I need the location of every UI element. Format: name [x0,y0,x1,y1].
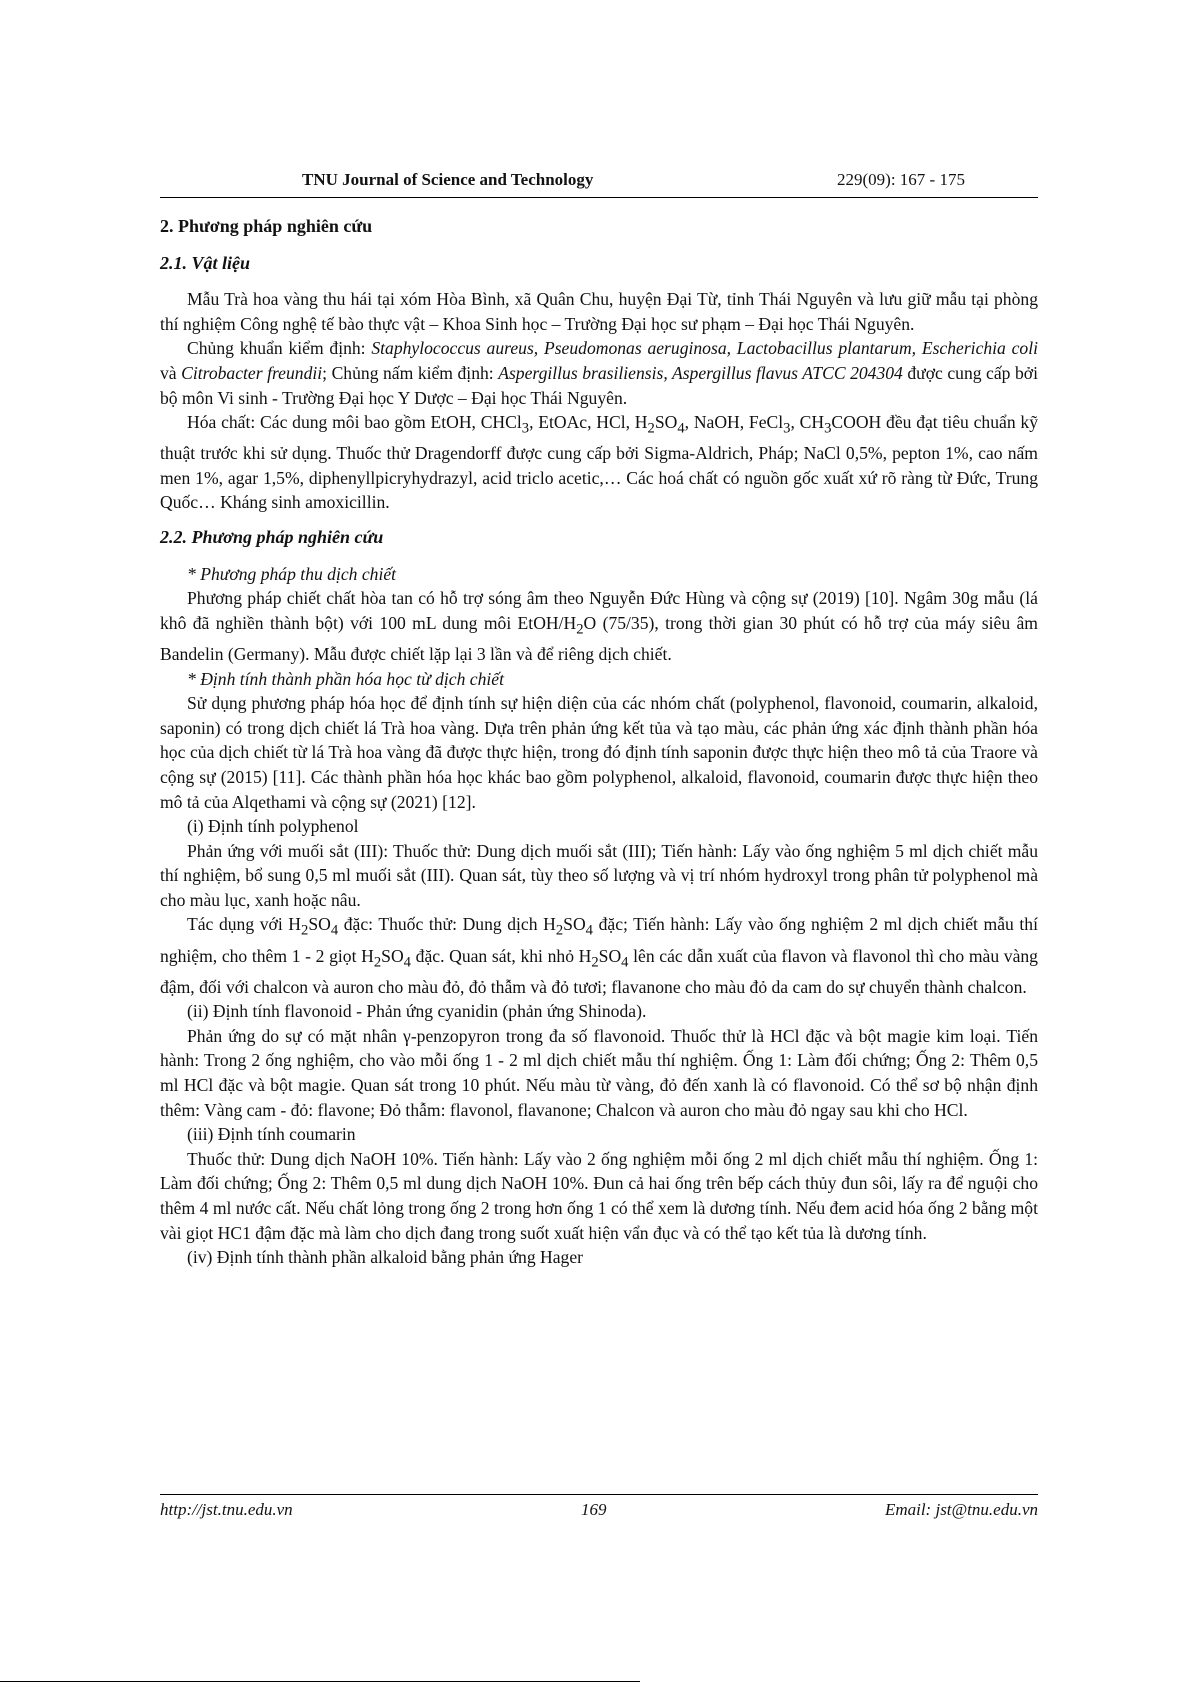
running-header [160,170,1038,196]
article-body [160,214,1038,1270]
paragraph-sample: Mẫu Trà hoa vàng thu hái tại xóm Hòa Bình, xã Quân Chu, huyện Đại Từ, tỉnh Thái Nguyên và lưu giữ mẫu tại phòng thí nghiệm Công nghệ tế bào thực vật – Khoa Sinh học – Trường Đại học sư phạm – Đại học Thái Nguyên. [160,289,1038,334]
subsection-title-materials: 2.1. Vật liệu [160,252,251,273]
volume-pages: 229(09): 167 - 175 [837,170,965,189]
footer-email[interactable]: Email: jst@tnu.edu.vn [884,1500,1038,1519]
paragraph-chemicals: Hóa chất: Các dung môi bao gồm EtOH, CHCl$_3$, EtOAc, HCl, $H_2SO_4$, NaOH, FeCl$_3$, $CH_3COOH$ đều đạt tiêu chuẩn kỹ thuật trước khi sử dụng. Thuốc thử Dragendorff được cung cấp bởi Sigma-Aldrich, Pháp; NaCl 0,5%, pepton 1%, cao nấm men 1%, agar 1,5%, diphenyllpicryhydrazyl, acid triclo acetic,… Các hoá chất có nguồn gốc xuất xứ rõ ràng từ Đức, Trung Quốc… Kháng sinh amoxicillin. [160,412,1038,513]
flavonoid-title: (ii) Định tính flavonoid - Phản ứng cyanidin (phản ứng Shinoda). [187,1001,647,1022]
section-title: 2. Phương pháp nghiên cứu [160,216,373,236]
method-extraction-title: * Phương pháp thu dịch chiết [187,563,397,584]
coumarin-title: (iii) Định tính coumarin [187,1124,356,1145]
polyphenol-title: (i) Định tính polyphenol [187,816,359,837]
alkaloid-title: (iv) Định tính thành phần alkaloid bằng phản ứng Hager [187,1247,584,1268]
footer-rule [160,1494,1038,1495]
subsection-title-methods: 2.2. Phương pháp nghiên cứu [160,527,384,548]
paragraph-flavonoid: Phản ứng do sự có mặt nhân γ-penzopyron trong đa số flavonoid. Thuốc thử là HCl đặc và bột magie kim loại. Tiến hành: Trong 2 ống nghiệm, cho vào mỗi ống 1 - 2 ml dịch chiết mẫu thí nghiệm. Ống 1: Làm đối chứng; Ống 2: Thêm 0,5 ml HCl đặc và bột magie. Quan sát trong 10 phút. Nếu màu từ vàng, đỏ đến xanh là có flavonoid. Có thể sơ bộ nhận định thêm: Vàng cam - đỏ: flavone; Đỏ thẫm: flavonol, flavanone; Chalcon và auron cho màu đỏ ngay sau khi cho HCl. [160,1025,1038,1120]
paragraph-coumarin: Thuốc thử: Dung dịch NaOH 10%. Tiến hành: Lấy vào 2 ống nghiệm mỗi ống 2 ml dịch chiết mẫu thí nghiệm. Ống 1: Làm đối chứng; Ống 2: Thêm 0,5 ml dung dịch NaOH 10%. Đun cả hai ống trên bếp cách thủy đun sôi, lấy ra để nguội cho thêm 4 ml nước cất. Nếu chất lỏng trong ống 2 trong hơn ống 1 có thể xem là dương tính. Nếu đem acid hóa ống 2 bằng một vài giọt HC1 đậm đặc mà làm cho dịch đang trong suốt xuất hiện vẩn đục và có thể tạo kết tủa là dương tính. [160,1148,1038,1243]
paragraph-qualitative: Sử dụng phương pháp hóa học để định tính sự hiện diện của các nhóm chất (polyphenol, flavonoid, coumarin, alkaloid, saponin) có trong dịch chiết lá Trà hoa vàng. Dựa trên phản ứng kết tủa và tạo màu, các phản ứng xác định thành phần hóa học của dịch chiết từ lá Trà hoa vàng đã được thực hiện, trong đó định tính saponin được thực hiện theo mô tả của Traore và cộng sự (2015) [11]. Các thành phần hóa học khác bao gồm polyphenol, alkaloid, flavonoid, coumarin được thực hiện theo mô tả của Alqethami và cộng sự (2021) [12]. [160,693,1038,812]
header-rule [160,197,1038,198]
footer-url[interactable]: http://jst.tnu.edu.vn [160,1500,293,1519]
paragraph-extraction: Phương pháp chiết chất hòa tan có hỗ trợ sóng âm theo Nguyễn Đức Hùng và cộng sự (2019) [10]. Ngâm 30g mẫu (lá khô đã nghiền thành bột) với 100 mL dung môi EtOH/$H_2O$ (75/35), trong thời gian 30 phút có hỗ trợ của máy siêu âm Bandelin (Germany). Mẫu được chiết lặp lại 3 lần và để riêng dịch chiết. [160,588,1038,664]
bottom-edge-line [0,1681,640,1682]
paragraph-iron-salt: Phản ứng với muối sắt (III): Thuốc thử: Dung dịch muối sắt (III); Tiến hành: Lấy vào ống nghiệm 5 ml dịch chiết mẫu thí nghiệm, bổ sung 0,5 ml muối sắt (III). Quan sát, tùy theo số lượng và vị trí nhóm hydroxyl trong phân tử polyphenol mà cho màu lục, xanh hoặc nâu. [160,840,1038,910]
journal-name: TNU Journal of Science and Technology [302,170,594,189]
paragraph-sulfuric-acid: Tác dụng với $H_2SO_4$ đặc: Thuốc thử: Dung dịch $H_2SO_4$ đặc; Tiến hành: Lấy vào ống nghiệm 2 ml dịch chiết mẫu thí nghiệm, cho thêm 1 - 2 giọt $H_2SO_4$ đặc. Quan sát, khi nhỏ $H_2SO_4$ lên các dẫn xuất của flavon và flavonol thì cho màu vàng đậm, đối với chalcon và auron cho màu đỏ, đỏ thẫm và đỏ tươi; flavanone cho màu đỏ da cam do sự chuyển thành chalcon. [160,914,1038,997]
paragraph-strains: Chủng khuẩn kiểm định: Staphylococcus aureus, Pseudomonas aeruginosa, Lactobacillus plantarum, Escherichia coli và Citrobacter freundii; Chủng nấm kiểm định: Aspergillus brasiliensis, Aspergillus flavus ATCC 204304 được cung cấp bởi bộ môn Vi sinh - Trường Đại học Y Dược – Đại học Thái Nguyên. [160,338,1039,408]
method-qualitative-title: * Định tính thành phần hóa học từ dịch chiết [187,668,504,689]
page-number: 169 [581,1500,607,1519]
